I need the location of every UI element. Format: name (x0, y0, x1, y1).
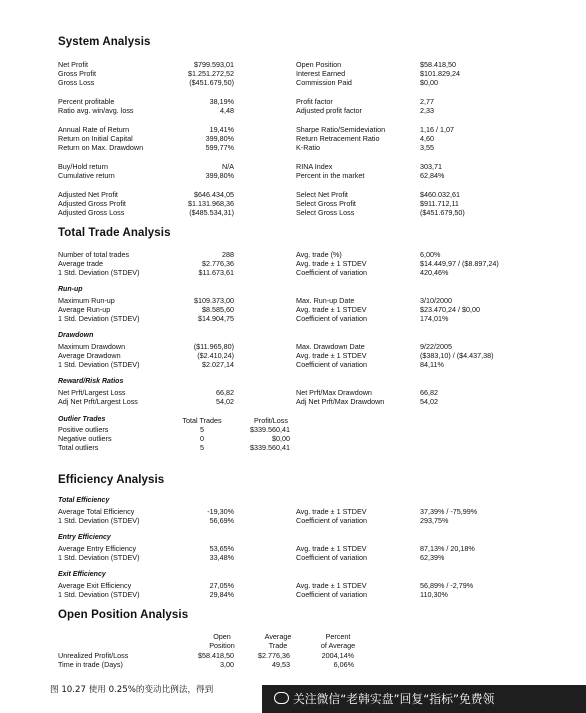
stat-label: 1 Std. Deviation (STDEV) (58, 268, 140, 277)
outlier-col-profit-loss: Profit/Loss (254, 416, 288, 425)
stat-label: Avg. trade ± 1 STDEV (296, 305, 367, 314)
stat-label: Avg. trade ± 1 STDEV (296, 351, 367, 360)
outlier-col-total-trades: Total Trades (182, 416, 222, 425)
stat-value: 56,69% (209, 516, 234, 525)
open-col-header-2b: Trade (268, 641, 288, 650)
stat-value: 29,84% (209, 590, 234, 599)
stat-value: $911.712,11 (420, 199, 459, 208)
stat-label: Number of total trades (58, 250, 130, 259)
stat-value: 62,84% (420, 171, 445, 180)
stat-label: Select Net Profit (296, 190, 348, 199)
system-analysis-title: System Analysis (58, 36, 151, 48)
stat-label: Average Total Efficiency (58, 507, 135, 516)
stat-label: Coefficient of variation (296, 516, 367, 525)
exit-efficiency-subtitle: Exit Efficiency (58, 571, 106, 578)
runup-subtitle: Run-up (58, 286, 83, 293)
stat-label: Avg. trade ± 1 STDEV (296, 507, 367, 516)
stat-label: Percent profitable (58, 97, 115, 106)
stat-value: $2.027,14 (202, 360, 234, 369)
stat-value: ($451.679,50) (189, 78, 234, 87)
stat-value: 53,65% (209, 544, 234, 553)
stat-label: 1 Std. Deviation (STDEV) (58, 314, 140, 323)
stat-value: 2,33 (420, 106, 434, 115)
stat-label: Maximum Drawdown (58, 342, 126, 351)
stat-label: Net Prft/Largest Loss (58, 388, 126, 397)
stat-label: Commission Paid (296, 78, 352, 87)
stat-label: Adjusted profit factor (296, 106, 362, 115)
stat-label: Max. Drawdown Date (296, 342, 365, 351)
stat-label: Coefficient of variation (296, 314, 367, 323)
stat-value: 288 (222, 250, 234, 259)
stat-label: Profit factor (296, 97, 333, 106)
stat-value: $23.470,24 / $0,00 (420, 305, 480, 314)
outlier-profit-loss: $339.560,41 (250, 443, 290, 452)
stat-label: Avg. trade (%) (296, 250, 342, 259)
stat-value: $2.776,36 (202, 259, 234, 268)
stat-value: 303,71 (420, 162, 442, 171)
stat-value: $14.449,97 / ($8.897,24) (420, 259, 499, 268)
open-position-analysis-title: Open Position Analysis (58, 609, 189, 621)
watermark-text: 关注微信“老韩实盘”回复“指标”免费领 (293, 692, 495, 706)
stat-value: ($11.965,80) (193, 342, 234, 351)
stat-label: Maximum Run-up (58, 296, 115, 305)
stat-label: Average trade (58, 259, 104, 268)
open-position-label: Time in trade (Days) (58, 660, 123, 669)
stat-value: 2,77 (420, 97, 434, 106)
total-trade-analysis-title: Total Trade Analysis (58, 227, 171, 239)
stat-value: $799.593,01 (194, 60, 234, 69)
stat-label: Coefficient of variation (296, 360, 367, 369)
open-col-header-3b: of Average (320, 641, 356, 650)
stat-value: 6,00% (420, 250, 441, 259)
stat-label: Open Position (296, 60, 342, 69)
stat-value: 87,13% / 20,18% (420, 544, 475, 553)
stat-label: Ratio avg. win/avg. loss (58, 106, 134, 115)
entry-efficiency-subtitle: Entry Efficiency (58, 534, 111, 541)
stat-value: 3/10/2000 (420, 296, 452, 305)
stat-value: $0,00 (420, 78, 438, 87)
stat-value: 110,30% (420, 590, 448, 599)
stat-label: Gross Loss (58, 78, 95, 87)
stat-label: Coefficient of variation (296, 553, 367, 562)
stat-value: $11.673,61 (198, 268, 234, 277)
stat-value: -19,30% (207, 507, 234, 516)
open-col-header-1a: Open (213, 632, 231, 641)
stat-label: Average Drawdown (58, 351, 121, 360)
outlier-count: 0 (200, 434, 204, 443)
outlier-count: 5 (200, 443, 204, 452)
stat-value: $460.032,61 (420, 190, 460, 199)
reward-risk-subtitle: Reward/Risk Ratios (58, 378, 124, 385)
stat-label: Net Profit (58, 60, 88, 69)
percent-of-average-value: 6,06% (333, 660, 354, 669)
percent-of-average-value: 2004,14% (321, 651, 354, 660)
figure-caption: 图 10.27 使用 0.25%的变动比例法，得到 (50, 685, 214, 695)
stat-value: 3,55 (420, 143, 434, 152)
stat-label: RINA Index (296, 162, 333, 171)
total-efficiency-subtitle: Total Efficiency (58, 497, 110, 504)
stat-value: 1,16 / 1,07 (420, 125, 454, 134)
stat-value: $58.418,50 (420, 60, 456, 69)
stat-value: 19,41% (209, 125, 234, 134)
stat-label: Cumulative return (58, 171, 115, 180)
stat-label: Adj Net Prft/Max Drawdown (296, 397, 385, 406)
stat-value: $8.585,60 (202, 305, 234, 314)
stat-label: Coefficient of variation (296, 268, 367, 277)
stat-value: 37,39% / -75,99% (420, 507, 478, 516)
open-position-value: $58.418,50 (198, 651, 234, 660)
average-trade-value: $2.776,36 (258, 651, 290, 660)
open-col-header-2a: Average (264, 632, 292, 641)
stat-value: 38,19% (209, 97, 234, 106)
stat-label: Coefficient of variation (296, 590, 367, 599)
stat-label: Net Prft/Max Drawdown (296, 388, 372, 397)
stat-label: Avg. trade ± 1 STDEV (296, 259, 367, 268)
outlier-label: Positive outliers (58, 425, 109, 434)
stat-label: Adjusted Net Profit (58, 190, 118, 199)
stat-value: $1.131.968,36 (188, 199, 234, 208)
stat-label: Sharpe Ratio/Semideviation (296, 125, 386, 134)
stat-label: Buy/Hold return (58, 162, 108, 171)
stat-value: 27,05% (209, 581, 234, 590)
stat-value: 399,80% (205, 134, 234, 143)
stat-value: 174,01% (420, 314, 449, 323)
stat-label: Return on Max. Drawdown (58, 143, 144, 152)
stat-value: 66,82 (420, 388, 438, 397)
stat-label: Adjusted Gross Loss (58, 208, 125, 217)
open-position-value: 3,00 (220, 660, 234, 669)
stat-label: Avg. trade ± 1 STDEV (296, 581, 367, 590)
stat-label: Select Gross Loss (296, 208, 355, 217)
stat-value: $646.434,05 (194, 190, 234, 199)
stat-value: N/A (222, 162, 234, 171)
stat-value: 33,48% (209, 553, 234, 562)
outlier-label: Total outliers (58, 443, 99, 452)
stat-label: Gross Profit (58, 69, 96, 78)
stat-value: 399,80% (205, 171, 234, 180)
stat-value: 4,60 (420, 134, 434, 143)
stat-label: Average Exit Efficiency (58, 581, 132, 590)
outlier-profit-loss: $0,00 (272, 434, 290, 443)
average-trade-value: 49,53 (272, 660, 290, 669)
stat-value: ($383,10) / ($4.437,38) (420, 351, 494, 360)
stat-label: 1 Std. Deviation (STDEV) (58, 590, 140, 599)
stat-value: 420,46% (420, 268, 449, 277)
stat-value: 9/22/2005 (420, 342, 452, 351)
stat-value: 66,82 (216, 388, 234, 397)
outlier-label: Negative outliers (58, 434, 112, 443)
outlier-subtitle: Outlier Trades (58, 416, 106, 423)
stat-label: Average Entry Efficiency (58, 544, 137, 553)
open-col-header-1b: Position (209, 641, 235, 650)
stat-label: 1 Std. Deviation (STDEV) (58, 553, 140, 562)
stat-value: $109.373,00 (194, 296, 234, 305)
stat-value: 54,02 (216, 397, 234, 406)
outlier-profit-loss: $339.560,41 (250, 425, 290, 434)
efficiency-analysis-title: Efficiency Analysis (58, 474, 165, 486)
stat-label: Return on Initial Capital (58, 134, 133, 143)
stat-label: Adjusted Gross Profit (58, 199, 126, 208)
watermark-banner (262, 685, 586, 713)
stat-label: 1 Std. Deviation (STDEV) (58, 360, 140, 369)
stat-label: Annual Rate of Return (58, 125, 130, 134)
stat-value: 62,39% (420, 553, 445, 562)
stat-label: Avg. trade ± 1 STDEV (296, 544, 367, 553)
open-position-label: Unrealized Profit/Loss (58, 651, 129, 660)
stat-value: $101.829,24 (420, 69, 460, 78)
stat-value: $14.904,75 (198, 314, 234, 323)
stat-value: ($485.534,31) (189, 208, 234, 217)
stat-label: Select Gross Profit (296, 199, 356, 208)
outlier-count: 5 (200, 425, 204, 434)
stat-label: Interest Earned (296, 69, 346, 78)
stat-value: 4,48 (220, 106, 234, 115)
wechat-icon (274, 692, 289, 704)
open-col-header-3a: Percent (325, 632, 351, 641)
stat-label: Adj Net Prft/Largest Loss (58, 397, 138, 406)
stat-value: 84,11% (420, 360, 444, 369)
stat-label: Return Retracement Ratio (296, 134, 380, 143)
stat-label: 1 Std. Deviation (STDEV) (58, 516, 140, 525)
stat-label: Max. Run-up Date (296, 296, 355, 305)
stat-label: Average Run-up (58, 305, 111, 314)
stat-value: ($451.679,50) (420, 208, 465, 217)
stat-label: Percent in the market (296, 171, 365, 180)
stat-value: $1.251.272,52 (188, 69, 234, 78)
stat-value: 293,75% (420, 516, 449, 525)
stat-value: 599,77% (205, 143, 234, 152)
stat-value: 54,02 (420, 397, 438, 406)
drawdown-subtitle: Drawdown (58, 332, 94, 339)
stat-value: ($2.410,24) (197, 351, 234, 360)
stat-label: K-Ratio (296, 143, 320, 152)
stat-value: 56,89% / -2,79% (420, 581, 474, 590)
